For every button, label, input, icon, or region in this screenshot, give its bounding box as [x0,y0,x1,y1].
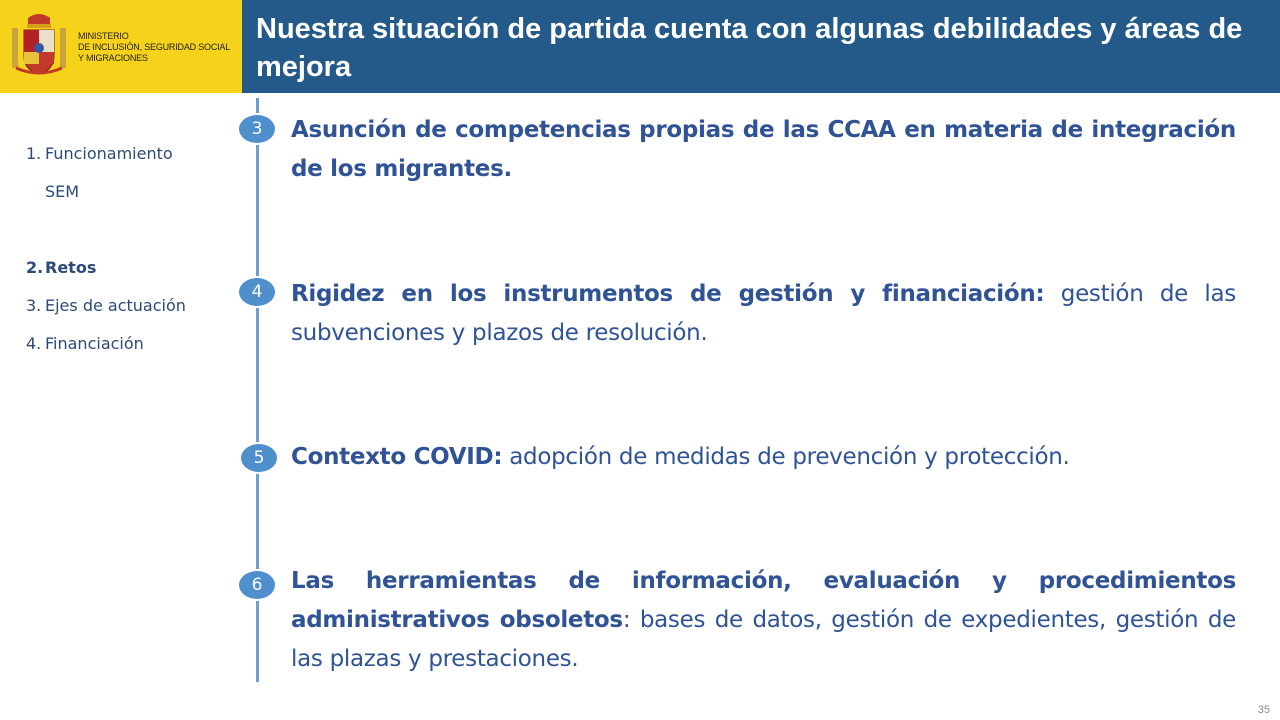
nav-item-label: Ejes de actuación [45,296,186,315]
challenge-heading: Rigidez en los instrumentos de gestión y financiación: [291,281,1045,307]
page-number: 35 [1257,704,1270,716]
nav-item-number: 1. [26,144,42,163]
title-bar [242,0,1280,93]
ministry-name [78,31,242,64]
challenge-item [291,111,1236,189]
challenge-item [291,438,1236,477]
challenge-heading: Las herramientas de información, evaluación y procedimientos administrativos obsoletos [291,568,1236,633]
challenge-heading: Contexto COVID: [291,444,503,470]
challenge-detail: gestión de las subvenciones y plazos de resolución. [291,281,1236,346]
ministry-line: Y MIGRACIONES [78,53,148,63]
nav-item-label: Funcionamiento SEM [45,144,173,201]
item-number-badge: 5 [239,442,279,474]
item-number-badge: 6 [237,569,277,601]
nav-item-ejes[interactable] [26,287,236,325]
item-number-badge: 4 [237,276,277,308]
challenge-detail: adopción de medidas de prevención y protección. [502,444,1070,470]
nav-item-financiacion[interactable] [26,325,236,363]
nav-item-number: 3. [26,296,42,315]
ministry-line: MINISTERIO [78,31,129,41]
challenge-heading: Asunción de competencias propias de las CCAA en materia de integración de los migrantes. [291,117,1236,182]
nav-item-number: 4. [26,334,42,353]
item-number-badge: 3 [237,113,277,145]
nav-item-number: 2. [26,258,44,277]
challenge-detail: : bases de datos, gestión de expedientes, gestión de las plazas y prestaciones. [291,607,1236,672]
side-nav [26,135,236,363]
page-title: Nuestra situación de partida cuenta con algunas debilidades y áreas de mejora [256,13,1243,83]
nav-item-label: Financiación [45,334,144,353]
ministry-line: DE INCLUSIÓN, SEGURIDAD SOCIAL [78,42,231,52]
challenge-item [291,562,1236,679]
nav-item-funcionamiento[interactable] [26,135,236,211]
ministry-logo [0,0,242,93]
spain-coat-of-arms-icon [10,10,68,82]
challenge-item [291,275,1236,353]
nav-item-label: Retos [45,258,97,277]
nav-item-retos[interactable] [26,249,236,287]
